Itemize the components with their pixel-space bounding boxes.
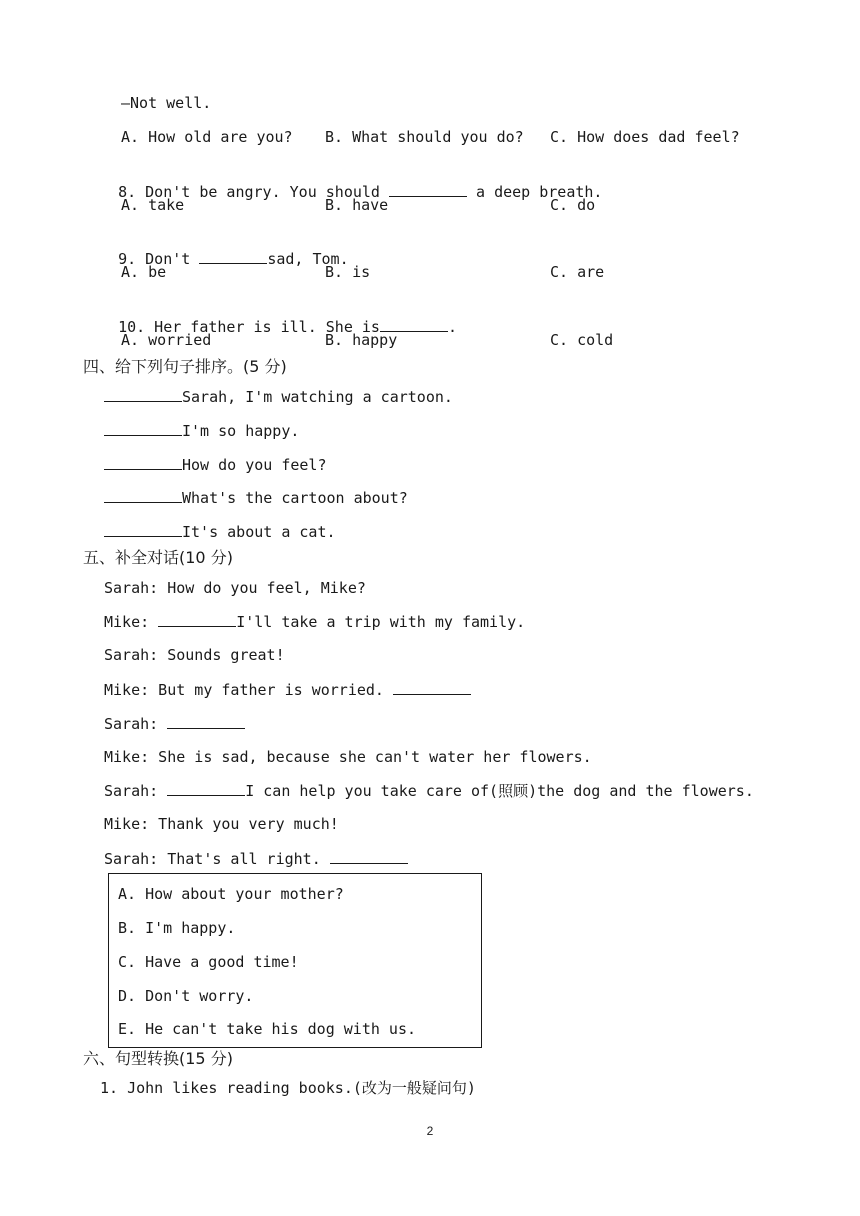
order-blank[interactable]: [104, 521, 182, 537]
q10-stem-pre: 10. Her father is ill. She is: [118, 318, 380, 336]
q8-answer-blank[interactable]: [389, 181, 467, 197]
section4-item-text: I'm so happy.: [182, 422, 300, 440]
section4-item: [104, 386, 453, 407]
dialogue-line-4: [104, 679, 471, 700]
q9-option-a: A. be: [121, 263, 167, 281]
dialogue-blank-2[interactable]: [393, 679, 471, 695]
order-blank[interactable]: [104, 487, 182, 503]
q7-option-a: A. How old are you?: [121, 128, 293, 146]
section5-heading: 五、补全对话(10 分): [83, 548, 233, 567]
section6-question-1: 1. John likes reading books.(改为一般疑问句): [100, 1079, 476, 1097]
q9-option-c: C. are: [550, 263, 605, 281]
section4-item: [104, 454, 327, 475]
q10-option-a: A. worried: [121, 331, 212, 349]
section4-item: [104, 521, 336, 542]
dialogue-line-5: [104, 713, 245, 734]
dialogue-line-9: [104, 848, 408, 869]
dialogue-speaker-text: Mike:: [104, 613, 150, 631]
dialogue-line-2: [104, 611, 525, 632]
dialogue-blank-3[interactable]: [167, 713, 245, 729]
dialogue-line-6: Mike: She is sad, because she can't water her flowers.: [104, 748, 592, 766]
q10-stem-post: .: [447, 318, 457, 336]
q9-option-b: B. is: [325, 263, 371, 281]
dialogue-blank-4[interactable]: [167, 780, 245, 796]
q9-answer-blank[interactable]: [199, 248, 267, 264]
dialogue-line-3: Sarah: Sounds great!: [104, 646, 285, 664]
section6-heading: 六、句型转换(15 分): [83, 1049, 233, 1068]
section4-item-text: How do you feel?: [182, 456, 327, 474]
q7-option-c: C. How does dad feel?: [550, 128, 740, 146]
dialogue-blank-1[interactable]: [158, 611, 236, 627]
order-blank[interactable]: [104, 420, 182, 436]
dialogue-text: Sarah: That's all right.: [104, 850, 321, 868]
option-b: B. I'm happy.: [118, 919, 236, 937]
dialogue-line-1: Sarah: How do you feel, Mike?: [104, 579, 366, 597]
dialogue-text: I'll take a trip with my family.: [236, 613, 526, 631]
page-number: 2: [426, 1124, 434, 1138]
option-c: C. Have a good time!: [118, 953, 299, 971]
q8-option-a: A. take: [121, 196, 185, 214]
section4-heading: 四、给下列句子排序。(5 分): [83, 357, 287, 376]
dialogue-blank-5[interactable]: [330, 848, 408, 864]
q8-stem-pre: 8. Don't be angry. You should: [118, 183, 380, 201]
section4-item-text: What's the cartoon about?: [182, 489, 408, 507]
q8-option-c: C. do: [550, 196, 596, 214]
order-blank[interactable]: [104, 386, 182, 402]
q9-stem-post: sad, Tom.: [267, 250, 349, 268]
q9-stem-pre: 9. Don't: [118, 250, 191, 268]
q8-option-b: B. have: [325, 196, 389, 214]
dialogue-line-7: [104, 780, 754, 801]
dialogue-text: I can help you take care of(照顾)the dog and the flowers.: [245, 782, 754, 800]
option-e: E. He can't take his dog with us.: [118, 1020, 417, 1038]
section4-item-text: Sarah, I'm watching a cartoon.: [182, 388, 453, 406]
option-a: A. How about your mother?: [118, 885, 344, 903]
q10-option-b: B. happy: [325, 331, 398, 349]
dialogue-speaker-text: Sarah:: [104, 715, 159, 733]
q8-stem-post: a deep breath.: [476, 183, 603, 201]
option-d: D. Don't worry.: [118, 987, 254, 1005]
dialogue-text: Mike: But my father is worried.: [104, 681, 384, 699]
dialogue-line-8: Mike: Thank you very much!: [104, 815, 339, 833]
options-box: [108, 873, 482, 1048]
section4-item: [104, 420, 299, 441]
order-blank[interactable]: [104, 454, 182, 470]
q7-option-b: B. What should you do?: [325, 128, 524, 146]
dialogue-speaker-text: Sarah:: [104, 782, 159, 800]
section4-item: [104, 487, 408, 508]
q7-answer-line: —Not well.: [121, 94, 212, 112]
section4-item-text: It's about a cat.: [182, 523, 336, 541]
q10-option-c: C. cold: [550, 331, 614, 349]
